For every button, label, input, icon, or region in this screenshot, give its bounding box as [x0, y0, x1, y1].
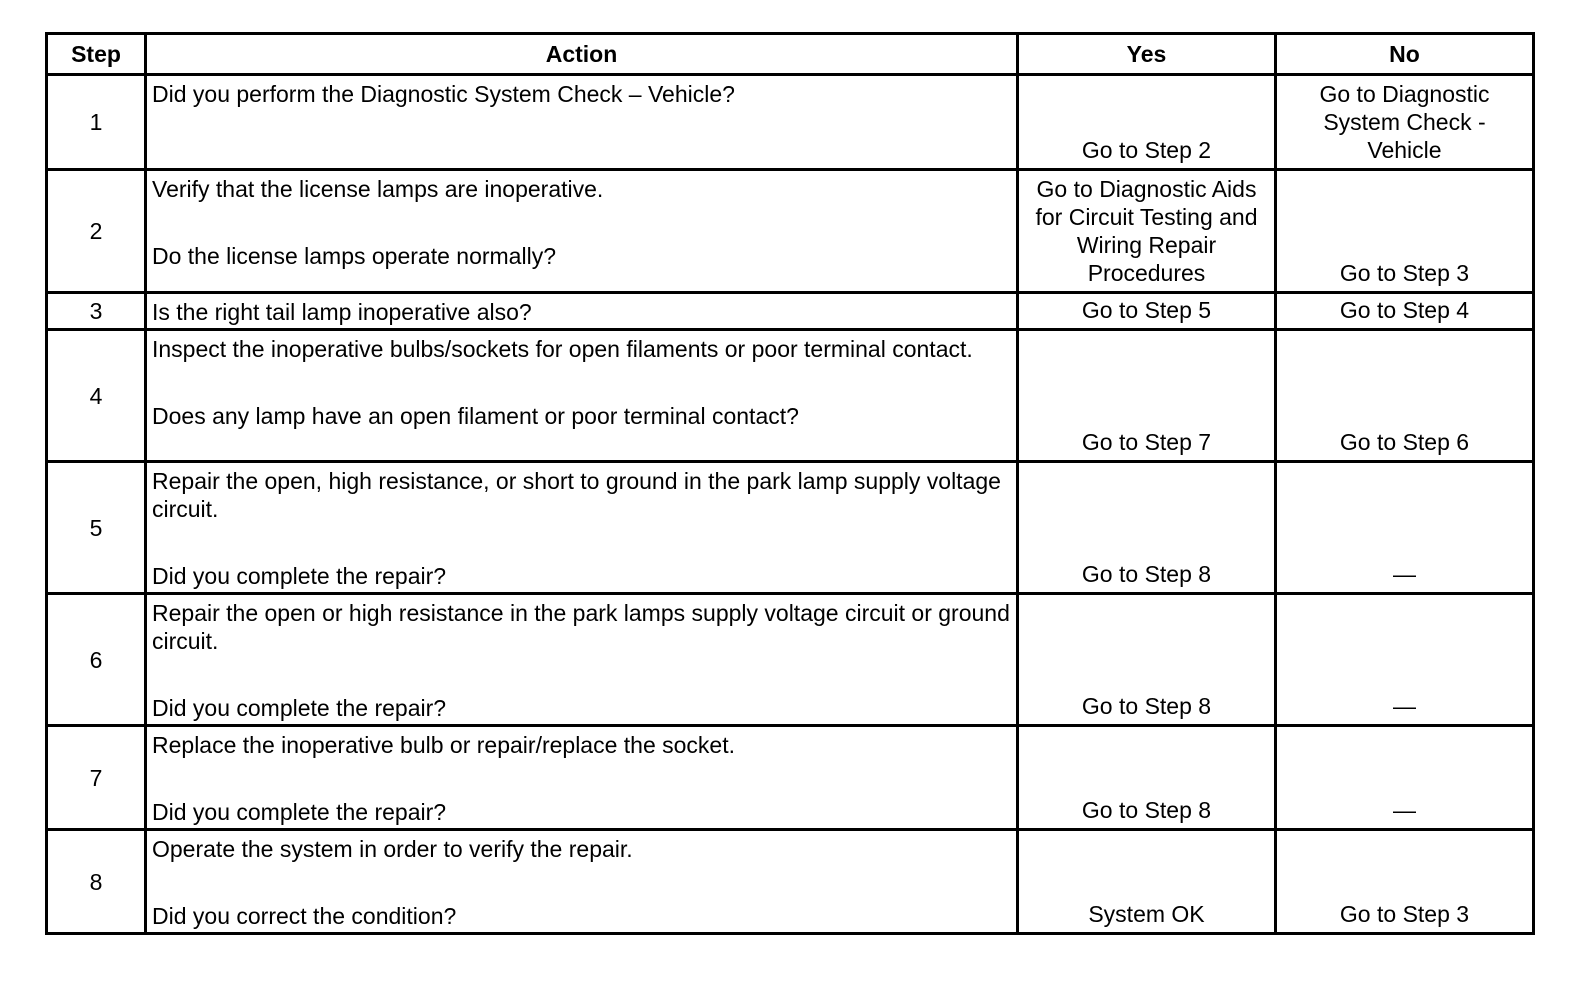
table-row: [47, 830, 1534, 934]
action-text: Repair the open, high resistance, or short to ground in the park lamp supply voltage circuit.: [152, 468, 1001, 522]
header-no: No: [1276, 34, 1534, 75]
header-step: Step: [47, 34, 146, 75]
step-number: 3: [47, 293, 146, 330]
step-number: 7: [47, 726, 146, 830]
no-cell: Go to Step 3: [1276, 830, 1534, 934]
action-text: Verify that the license lamps are inoperative.: [152, 176, 604, 202]
header-action: Action: [146, 34, 1018, 75]
no-cell: [1276, 75, 1534, 170]
action-cell: [146, 170, 1018, 293]
no-cell: —: [1276, 594, 1534, 726]
action-question: Do the license lamps operate normally?: [152, 243, 556, 269]
action-text: Inspect the inoperative bulbs/sockets for open filaments or poor terminal contact.: [152, 336, 973, 362]
table-row: [47, 726, 1534, 830]
action-cell: [146, 75, 1018, 170]
action-question: Does any lamp have an open filament or poor terminal contact?: [152, 403, 799, 429]
yes-cell: Go to Step 5: [1018, 293, 1276, 330]
step-number: 1: [47, 75, 146, 170]
action-cell: [146, 462, 1018, 594]
yes-cell: Go to Step 8: [1018, 726, 1276, 830]
step-number: 8: [47, 830, 146, 934]
table-row: [47, 462, 1534, 594]
action-question: Did you complete the repair?: [152, 799, 447, 825]
table-row: [47, 75, 1534, 170]
table-row: [47, 330, 1534, 462]
action-cell: [146, 293, 1018, 330]
action-text: Did you perform the Diagnostic System Check – Vehicle?: [152, 81, 735, 107]
table-row: [47, 170, 1534, 293]
diagnostic-table: [45, 32, 1535, 935]
no-cell: Go to Step 3: [1276, 170, 1534, 293]
no-cell: Go to Step 6: [1276, 330, 1534, 462]
action-cell: [146, 830, 1018, 934]
table-row: [47, 594, 1534, 726]
header-yes: Yes: [1018, 34, 1276, 75]
action-cell: [146, 726, 1018, 830]
action-text: Operate the system in order to verify the repair.: [152, 836, 633, 862]
no-cell: —: [1276, 462, 1534, 594]
action-cell: [146, 330, 1018, 462]
step-number: 6: [47, 594, 146, 726]
action-question: Did you correct the condition?: [152, 903, 457, 929]
yes-cell: Go to Step 2: [1018, 75, 1276, 170]
yes-cell: Go to Step 7: [1018, 330, 1276, 462]
action-text: Replace the inoperative bulb or repair/replace the socket.: [152, 732, 736, 758]
yes-cell: Go to Diagnostic Aids for Circuit Testing and Wiring Repair Procedures: [1018, 170, 1276, 293]
action-question: Did you complete the repair?: [152, 695, 447, 721]
step-number: 2: [47, 170, 146, 293]
yes-cell: System OK: [1018, 830, 1276, 934]
no-cell: —: [1276, 726, 1534, 830]
action-question: Did you complete the repair?: [152, 563, 447, 589]
action-text: Repair the open or high resistance in the park lamps supply voltage circuit or ground circuit.: [152, 600, 1010, 654]
no-cell: Go to Step 4: [1276, 293, 1534, 330]
step-number: 4: [47, 330, 146, 462]
no-text: Go to Diagnostic System Check - Vehicle: [1319, 81, 1490, 163]
step-number: 5: [47, 462, 146, 594]
yes-cell: Go to Step 8: [1018, 594, 1276, 726]
action-text: Is the right tail lamp inoperative also?: [152, 299, 532, 325]
action-cell: [146, 594, 1018, 726]
header-row: [47, 34, 1534, 75]
yes-cell: Go to Step 8: [1018, 462, 1276, 594]
table-row: [47, 293, 1534, 330]
